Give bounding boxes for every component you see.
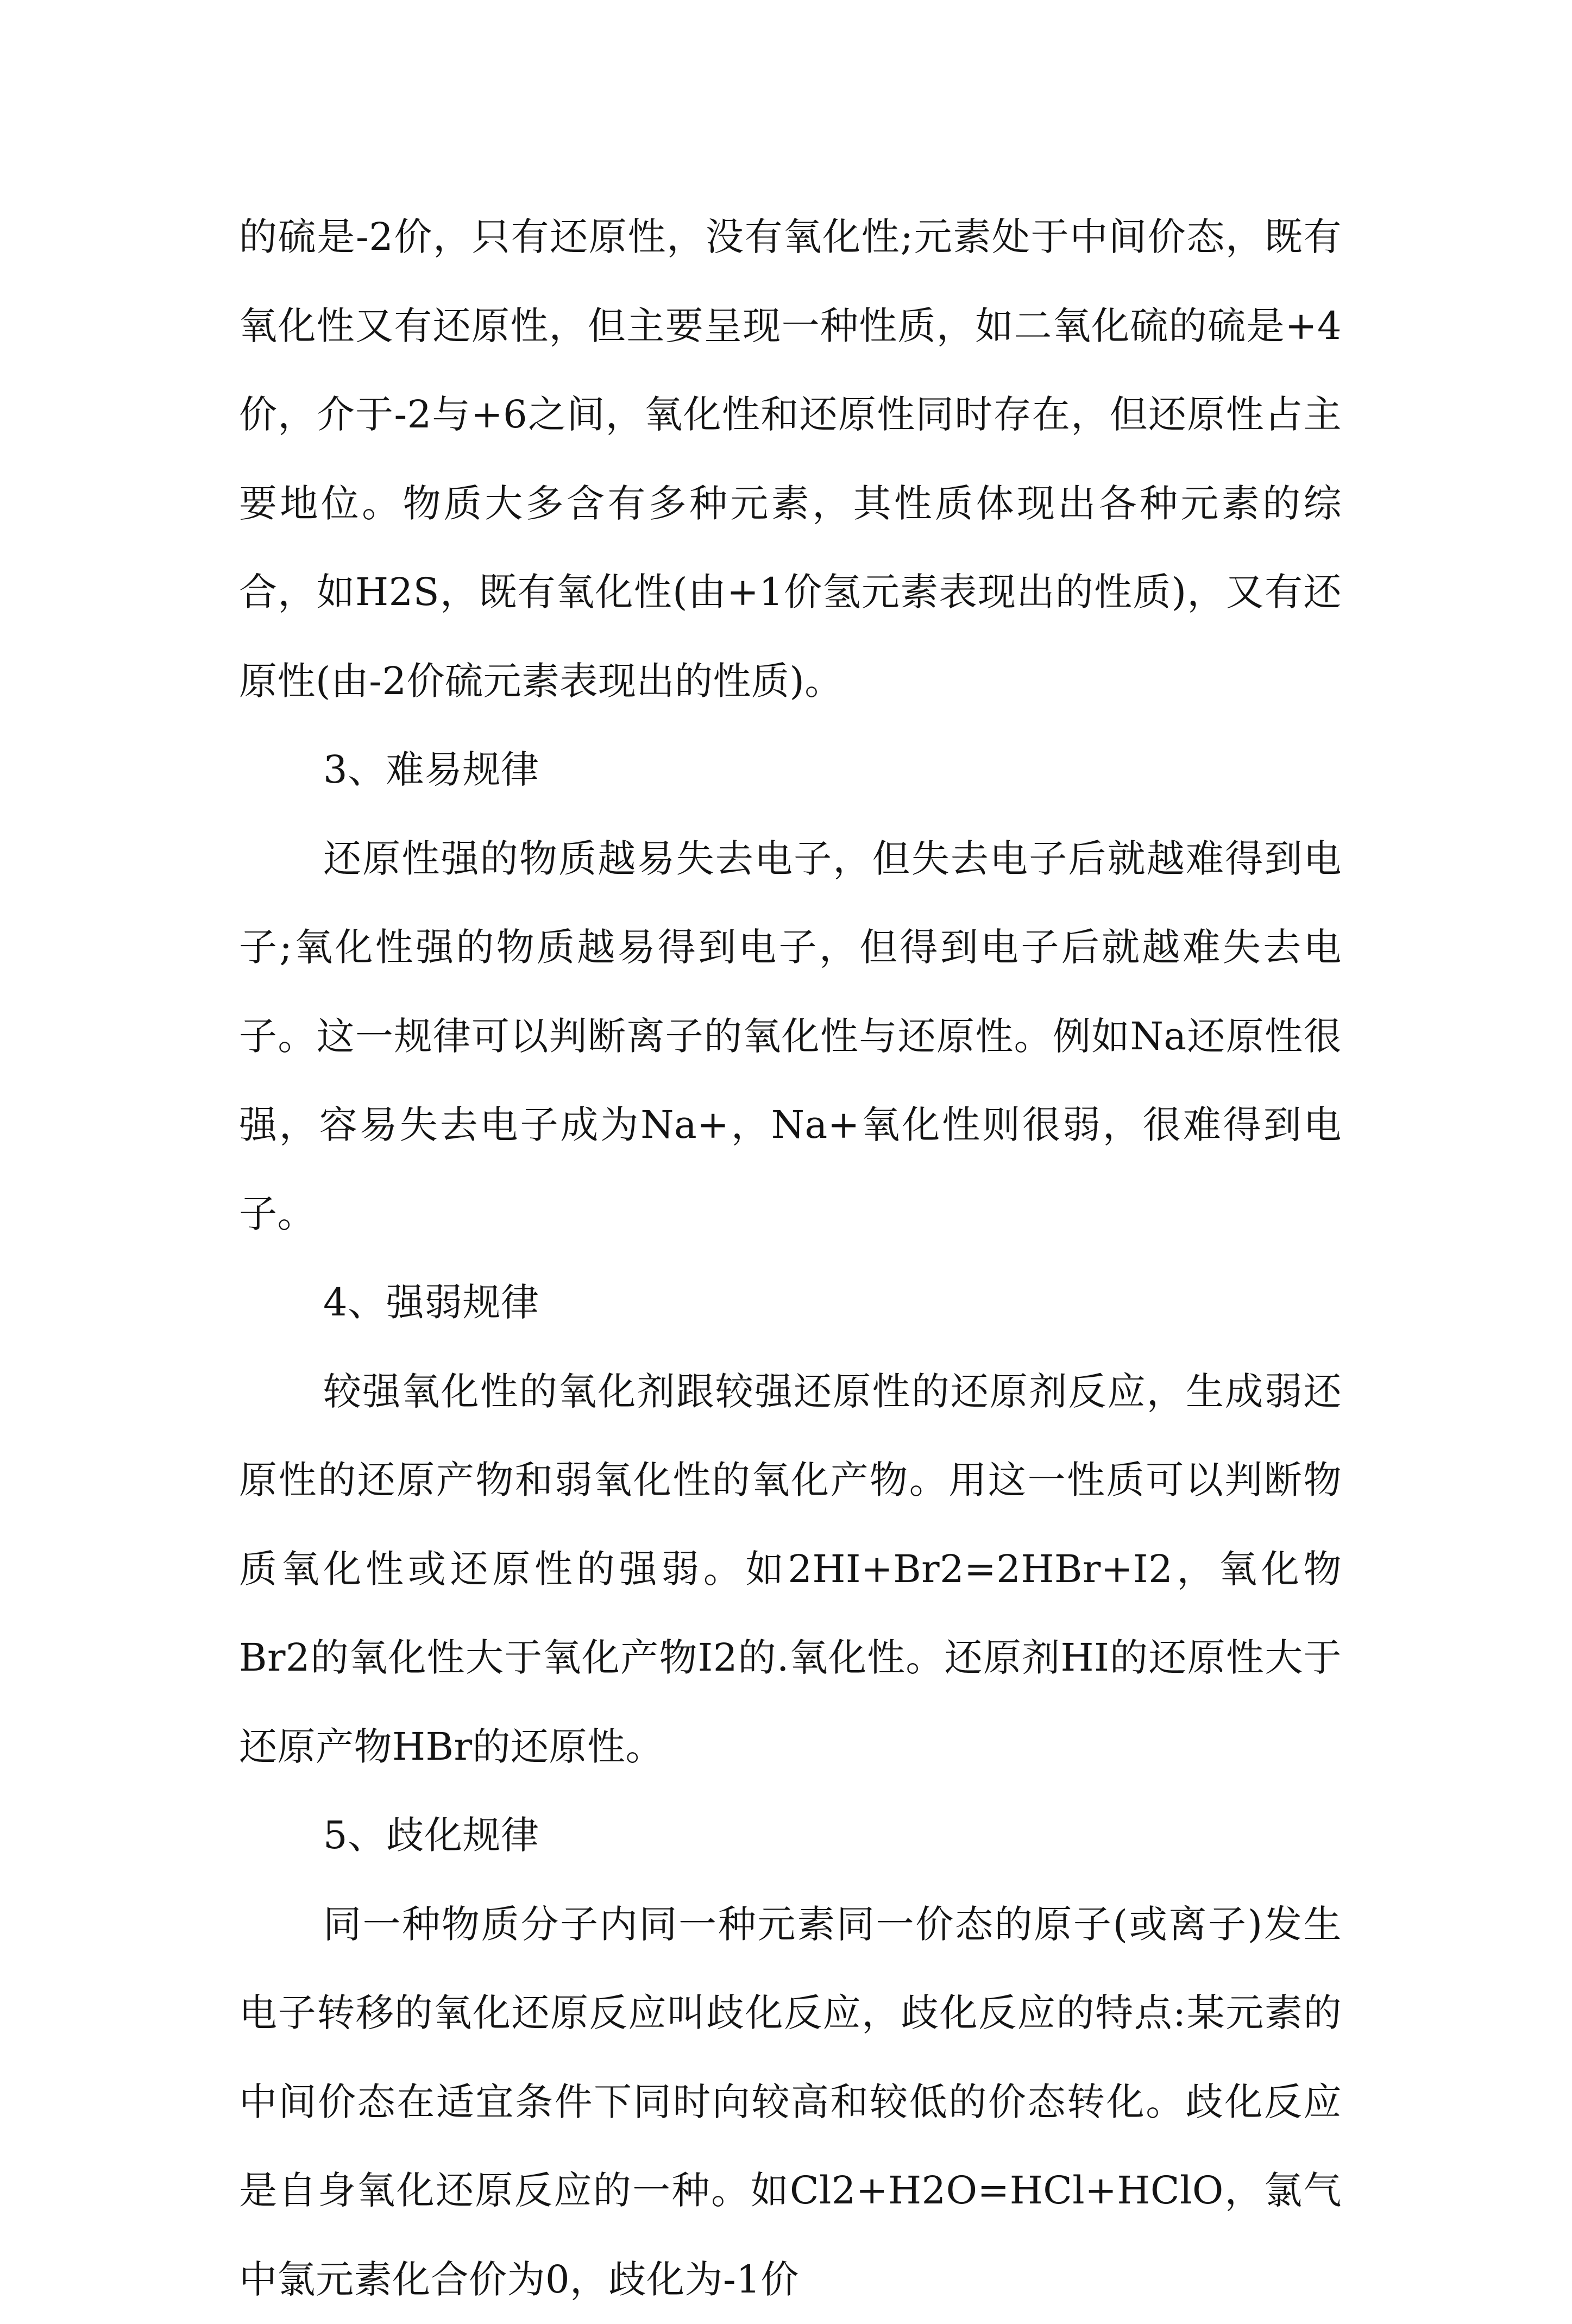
paragraph-ease-rule: 还原性强的物质越易失去电子，但失去电子后就越难得到电子;氧化性强的物质越易得到电子，但得到电子后就越难失去电子。这一规律可以判断离子的氧化性与还原性。例如Na还原性很强，容易失去电子成为Na+，Na+氧化性则很弱，很难得到电子。: [239, 815, 1342, 1259]
heading-ease-rule: 3、难易规律: [239, 726, 1342, 815]
heading-disproportionation-rule: 5、歧化规律: [239, 1791, 1342, 1880]
paragraph-sulfur-valence: 的硫是-2价，只有还原性，没有氧化性;元素处于中间价态，既有氧化性又有还原性，但主要呈现一种性质，如二氧化硫的硫是+4价，介于-2与+6之间，氧化性和还原性同时存在，但还原性占主要地位。物质大多含有多种元素，其性质体现出各种元素的综合，如H2S，既有氧化性(由+1价氢元素表现出的性质)，又有还原性(由-2价硫元素表现出的性质)。: [239, 193, 1342, 726]
heading-strength-rule: 4、强弱规律: [239, 1258, 1342, 1347]
paragraph-strength-rule: 较强氧化性的氧化剂跟较强还原性的还原剂反应，生成弱还原性的还原产物和弱氧化性的氧化产物。用这一性质可以判断物质氧化性或还原性的强弱。如2HI+Br2=2HBr+I2，氧化物Br2的氧化性大于氧化产物I2的.氧化性。还原剂HI的还原性大于还原产物HBr的还原性。: [239, 1347, 1342, 1792]
paragraph-disproportionation-rule: 同一种物质分子内同一种元素同一价态的原子(或离子)发生电子转移的氧化还原反应叫歧化反应，歧化反应的特点:某元素的中间价态在适宜条件下同时向较高和较低的价态转化。歧化反应是自身氧化还原反应的一种。如Cl2+H2O=HCl+HClO，氯气中氯元素化合价为0，歧化为-1价: [239, 1880, 1342, 2324]
document-body: [239, 193, 1342, 2324]
